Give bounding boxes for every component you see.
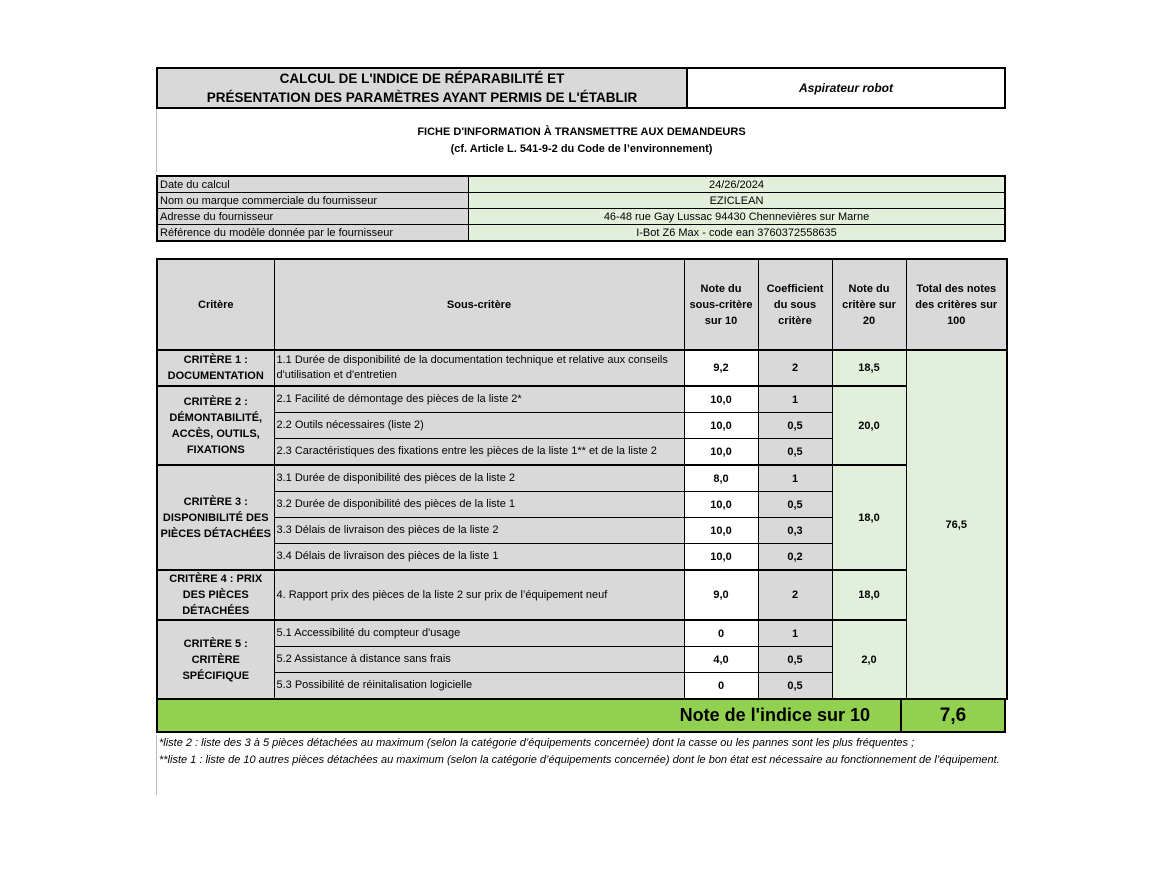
- sub-criterion: 5.2 Assistance à distance sans frais: [274, 647, 684, 673]
- final-score-row: [156, 700, 1006, 733]
- sub-criterion-coef: 0,3: [758, 518, 832, 544]
- sub-criterion-note: 0: [684, 620, 758, 647]
- title-line-1: CALCUL DE L'INDICE DE RÉPARABILITÉ ET: [279, 71, 565, 86]
- criterion-name: CRITÈRE 1 : DOCUMENTATION: [157, 350, 274, 386]
- final-score-label: Note de l'indice sur 10: [158, 700, 902, 731]
- criterion-note: 18,0: [832, 465, 906, 570]
- table-row: [157, 350, 1007, 386]
- supplier-label: Date du calcul: [157, 176, 469, 193]
- criterion-note: 20,0: [832, 386, 906, 465]
- supplier-table: [156, 175, 1006, 242]
- table-header-row: [157, 259, 1007, 350]
- criterion-name: CRITÈRE 3 : DISPONIBILITÉ DES PIÈCES DÉTACHÉES: [157, 465, 274, 570]
- criterion-name: CRITÈRE 4 : PRIX DES PIÈCES DÉTACHÉES: [157, 570, 274, 620]
- final-score-value: 7,6: [939, 705, 967, 726]
- header-total: Total des notes des critères sur 100: [906, 259, 1007, 350]
- sub-criterion: 2.1 Facilité de démontage des pièces de la liste 2*: [274, 386, 684, 413]
- header-sous-critere: Sous-critère: [274, 259, 684, 350]
- sub-criterion: 2.2 Outils nécessaires (liste 2): [274, 413, 684, 439]
- criterion-note: 18,5: [832, 350, 906, 386]
- sub-criterion: 3.2 Durée de disponibilité des pièces de la liste 1: [274, 492, 684, 518]
- title-line-2: PRÉSENTATION DES PARAMÈTRES AYANT PERMIS DE L'ÉTABLIR: [206, 90, 638, 105]
- supplier-value: I-Bot Z6 Max - code ean 3760372558635: [469, 225, 1006, 242]
- footnote-liste-2: *liste 2 : liste des 3 à 5 pièces détachées au maximum (selon la catégorie d’équipements concernée) dont la casse ou les pannes sont les plus fréquentes ;: [159, 737, 915, 749]
- footnote-liste-1: **liste 1 : liste de 10 autres pièces détachées au maximum (selon la catégorie d’équipements concernée) dont le bon état est nécessaire au fonctionnement de l’équipement.: [159, 754, 1000, 766]
- footnotes: [156, 735, 1006, 795]
- table-row: [157, 570, 1007, 620]
- supplier-label: Référence du modèle donnée par le fournisseur: [157, 225, 469, 242]
- sub-criterion-note: 10,0: [684, 413, 758, 439]
- sub-criterion: 3.1 Durée de disponibilité des pièces de la liste 2: [274, 465, 684, 492]
- sub-criterion-note: 8,0: [684, 465, 758, 492]
- sub-criterion-coef: 0,5: [758, 413, 832, 439]
- sub-criterion-note: 10,0: [684, 492, 758, 518]
- info-line-1: FICHE D'INFORMATION À TRANSMETTRE AUX DEMANDEURS: [417, 125, 746, 138]
- sub-criterion-coef: 0,5: [758, 673, 832, 700]
- info-block: [156, 109, 1006, 172]
- table-row: [157, 465, 1007, 492]
- supplier-value: EZICLEAN: [469, 193, 1006, 209]
- table-row: [157, 620, 1007, 647]
- criterion-name: CRITÈRE 2 : DÉMONTABILITÉ, ACCÈS, OUTILS, FIXATIONS: [157, 386, 274, 465]
- sub-criterion: 3.4 Délais de livraison des pièces de la liste 1: [274, 544, 684, 571]
- sub-criterion: 5.1 Accessibilité du compteur d'usage: [274, 620, 684, 647]
- sub-criterion: 5.3 Possibilité de réinitalisation logicielle: [274, 673, 684, 700]
- product-type: Aspirateur robot: [798, 81, 893, 95]
- supplier-value: 24/26/2024: [469, 176, 1006, 193]
- sub-criterion-note: 9,0: [684, 570, 758, 620]
- sub-criterion-note: 10,0: [684, 386, 758, 413]
- sub-criterion: 4. Rapport prix des pièces de la liste 2 sur prix de l’équipement neuf: [274, 570, 684, 620]
- supplier-row: [157, 225, 1005, 242]
- header-note-sous-critere: Note du sous-critère sur 10: [684, 259, 758, 350]
- supplier-row: [157, 193, 1005, 209]
- info-line-2: (cf. Article L. 541-9-2 du Code de l’environnement): [450, 142, 713, 155]
- supplier-value: 46-48 rue Gay Lussac 94430 Chennevières sur Marne: [469, 209, 1006, 225]
- sub-criterion-coef: 0,5: [758, 439, 832, 466]
- sub-criterion-coef: 1: [758, 465, 832, 492]
- header-coefficient: Coefficient du sous critère: [758, 259, 832, 350]
- sub-criterion-coef: 1: [758, 386, 832, 413]
- sub-criterion-note: 10,0: [684, 544, 758, 571]
- sub-criterion-note: 0: [684, 673, 758, 700]
- supplier-row: [157, 209, 1005, 225]
- total-score: 76,5: [906, 350, 1007, 699]
- criterion-note: 2,0: [832, 620, 906, 699]
- sub-criterion: 3.3 Délais de livraison des pièces de la liste 2: [274, 518, 684, 544]
- sub-criterion-coef: 0,5: [758, 492, 832, 518]
- sub-criterion-note: 4,0: [684, 647, 758, 673]
- criterion-name: CRITÈRE 5 : CRITÈRE SPÉCIFIQUE: [157, 620, 274, 699]
- supplier-label: Nom ou marque commerciale du fournisseur: [157, 193, 469, 209]
- sub-criterion: 2.3 Caractéristiques des fixations entre les pièces de la liste 1** et de la liste 2: [274, 439, 684, 466]
- sheet-title: [158, 69, 688, 107]
- sub-criterion-coef: 0,5: [758, 647, 832, 673]
- sub-criterion: 1.1 Durée de disponibilité de la documentation technique et relative aux conseils d'utilisation et d'entretien: [274, 350, 684, 386]
- sub-criterion-coef: 2: [758, 350, 832, 386]
- table-row: [157, 386, 1007, 413]
- sub-criterion-coef: 2: [758, 570, 832, 620]
- repairability-sheet: [156, 67, 1006, 795]
- sub-criterion-coef: 0,2: [758, 544, 832, 571]
- supplier-label: Adresse du fournisseur: [157, 209, 469, 225]
- header-critere: Critère: [157, 259, 274, 350]
- sub-criterion-note: 9,2: [684, 350, 758, 386]
- header-note-critere: Note du critère sur 20: [832, 259, 906, 350]
- sub-criterion-coef: 1: [758, 620, 832, 647]
- sheet-header: [156, 67, 1006, 109]
- criterion-note: 18,0: [832, 570, 906, 620]
- sub-criterion-note: 10,0: [684, 439, 758, 466]
- criteria-table: [156, 258, 1008, 700]
- sub-criterion-note: 10,0: [684, 518, 758, 544]
- supplier-row: [157, 176, 1005, 193]
